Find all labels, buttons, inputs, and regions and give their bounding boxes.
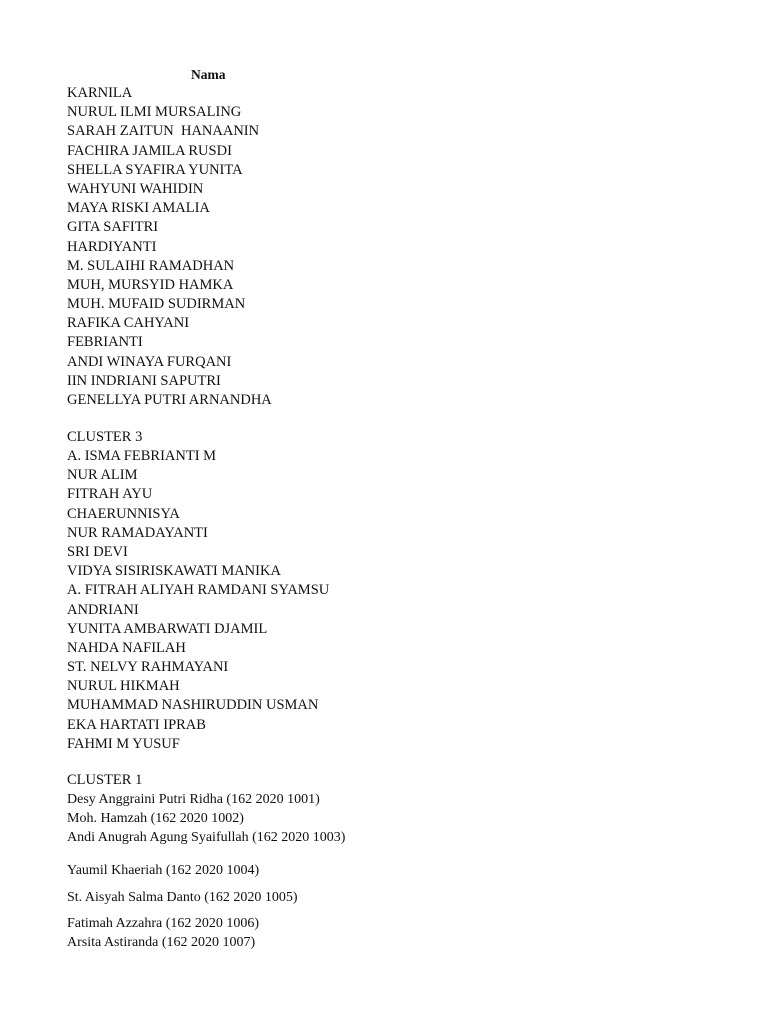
list-item: A. FITRAH ALIYAH RAMDANI SYAMSU [67,582,330,599]
list-item: NUR RAMADAYANTI [67,524,208,541]
list-item: SRI DEVI [67,543,128,560]
list-item: IIN INDRIANI SAPUTRI [67,372,221,389]
list-item: SARAH ZAITUN HANAANIN [67,123,260,140]
list-item: HARDIYANTI [67,238,157,255]
list-item: MUHAMMAD NASHIRUDDIN USMAN [67,697,319,714]
list-item: A. ISMA FEBRIANTI M [67,448,217,464]
list-item: NUR ALIM [67,467,138,484]
list-item: NAHDA NAFILAH [67,639,186,656]
list-item: NURUL ILMI MURSALING [67,104,242,121]
cluster1-heading: CLUSTER 1 [67,772,143,788]
cluster3-heading: CLUSTER 3 [67,429,143,445]
list-item: EKA HARTATI IPRAB [67,716,206,733]
list-item: FITRAH AYU [67,486,153,503]
list-item: Fatimah Azzahra (162 2020 1006) [67,916,260,931]
list-item: GENELLYA PUTRI ARNANDHA [67,392,272,408]
list-item: Andi Anugrah Agung Syaifullah (162 2020 1003) [67,830,346,845]
list-item: VIDYA SISIRISKAWATI MANIKA [67,563,281,580]
list-item: WAHYUNI WAHIDIN [67,180,204,197]
list-item: NURUL HIKMAH [67,678,180,695]
cluster3-member-list [67,447,329,754]
list-item: ANDRIANI [67,601,139,618]
list-item: KARNILA [67,85,133,101]
list-item: GITA SAFITRI [67,219,159,236]
list-item: Desy Anggraini Putri Ridha (162 2020 1001) [67,792,320,807]
list-item: FACHIRA JAMILA RUSDI [67,142,232,159]
list-item: ANDI WINAYA FURQANI [67,353,232,370]
list-item: YUNITA AMBARWATI DJAMIL [67,620,268,637]
list-item: Arsita Astiranda (162 2020 1007) [67,935,256,950]
list-item: St. Aisyah Salma Danto (162 2020 1005) [67,890,298,905]
list-item: FAHMI M YUSUF [67,735,180,752]
list-item: MUH, MURSYID HAMKA [67,276,234,293]
list-item: CHAERUNNISYA [67,505,180,522]
list-item: SHELLA SYAFIRA YUNITA [67,161,243,178]
cluster1-member-list [67,792,359,954]
name-list-group-a [67,84,272,410]
list-item: M. SULAIHI RAMADHAN [67,257,235,274]
list-item: FEBRIANTI [67,334,143,351]
list-item: RAFIKA CAHYANI [67,315,190,332]
list-item: ST. NELVY RAHMAYANI [67,659,229,676]
list-item: Moh. Hamzah (162 2020 1002) [67,811,244,826]
list-item: MAYA RISKI AMALIA [67,200,210,217]
list-item: Yaumil Khaeriah (162 2020 1004) [67,863,260,878]
list-item: MUH. MUFAID SUDIRMAN [67,296,246,313]
column-heading: Nama [191,67,226,82]
